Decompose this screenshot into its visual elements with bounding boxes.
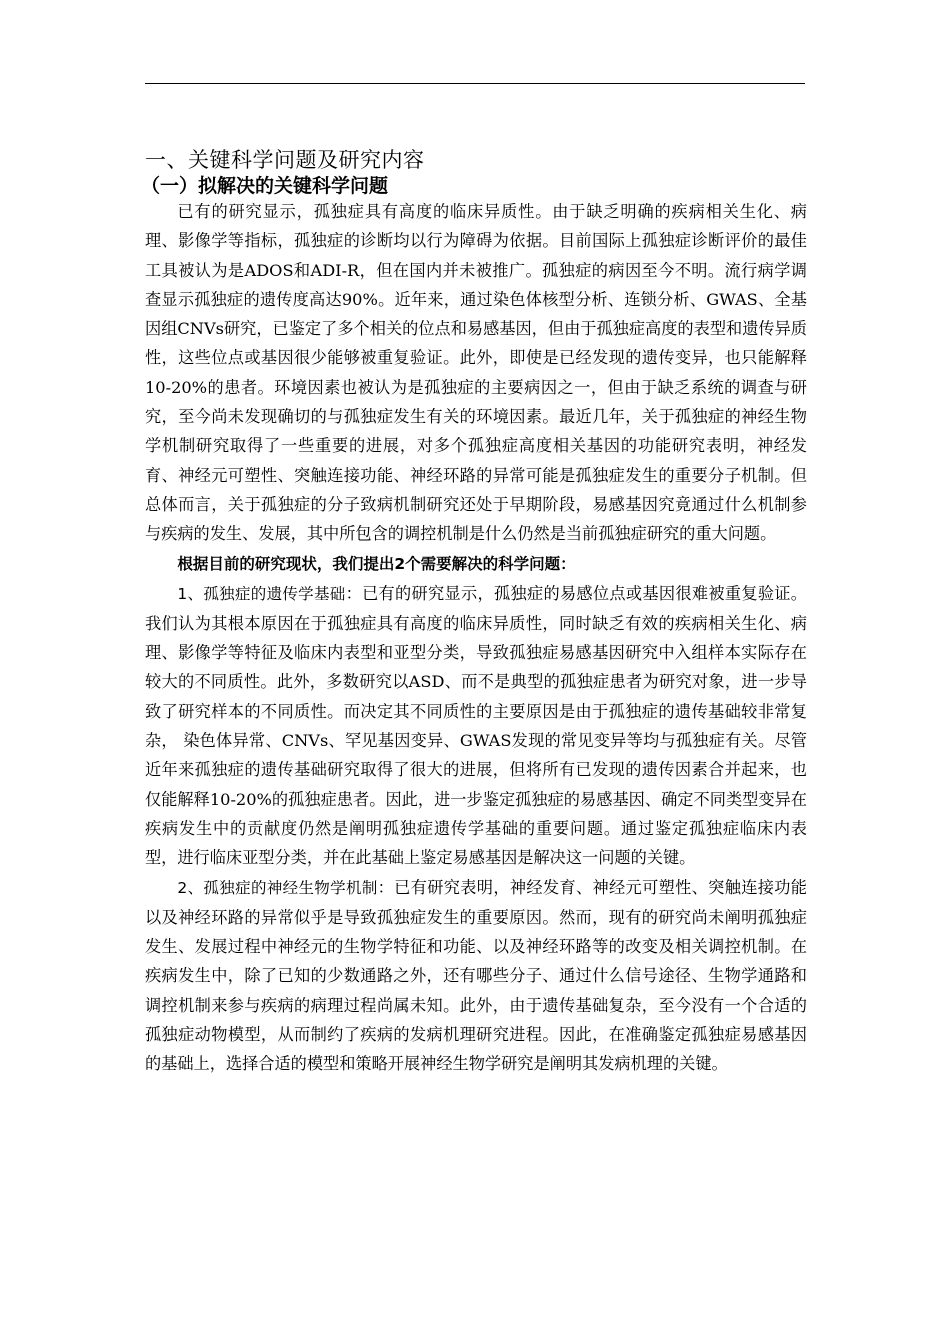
- item-2-title: 2、孤独症的神经生物学机制: [177, 878, 378, 897]
- item-2-body: ：已有研究表明，神经发育、神经元可塑性、突触连接功能以及神经环路的异常似乎是导致孤独症发生的重要原因。然而，现有的研究尚未阐明孤独症发生、发展过程中神经元的生物学特征和功能、以及神经环路等的改变及相关调控机制。在疾病发生中，除了已知的少数通路之外，还有哪些分子、通过什么信号途径、生物学通路和调控机制来参与疾病的病理过程尚属未知。此外，由于遗传基础复杂，至今没有一个合适的孤独症动物模型，从而制约了疾病的发病机理研究进程。因此，在准确鉴定孤独症易感基因的基础上，选择合适的模型和策略开展神经生物学研究是阐明其发病机理的关键。: [145, 877, 807, 1074]
- header-rule: [145, 83, 805, 84]
- lead-paragraph: [145, 549, 807, 579]
- item-1-body: ：已有的研究显示，孤独症的易感位点或基因很难被重复验证。我们认为其根本原因在于孤独症具有高度的临床异质性，同时缺乏有效的疾病相关生化、病理、影像学等特征及临床内表型和亚型分类，导致孤独症易感基因研究中入组样本实际存在较大的不同质性。此外，多数研究以ASD、而不是典型的孤独症患者为研究对象，进一步导致了研究样本的不同质性。而决定其不同质性的主要原因是由于孤独症的遗传基础较非常复杂， 染色体异常、CNVs、罕见基因变异、GWAS发现的常见变异等均与孤独症有关。尽管近年来孤独症的遗传基础研究取得了很大的进展，但将所有已发现的遗传因素合并起来，也仅能解释10-20%的孤独症患者。因此，进一步鉴定孤独症的易感基因、确定不同类型变异在疾病发生中的贡献度仍然是阐明孤独症遗传学基础的重要问题。通过鉴定孤独症临床内表型，进行临床亚型分类，并在此基础上鉴定易感基因是解决这一问题的关键。: [145, 583, 807, 868]
- intro-paragraph: 已有的研究显示，孤独症具有高度的临床异质性。由于缺乏明确的疾病相关生化、病理、影像学等指标，孤独症的诊断均以行为障碍为依据。目前国际上孤独症诊断评价的最佳工具被认为是ADOS和ADI-R，但在国内并未被推广。孤独症的病因至今不明。流行病学调查显示孤独症的遗传度高达90%。近年来，通过染色体核型分析、连锁分析、GWAS、全基因组CNVs研究，已鉴定了多个相关的位点和易感基因，但由于孤独症高度的表型和遗传异质性，这些位点或基因很少能够被重复验证。此外，即使是已经发现的遗传变异，也只能解释10-20%的患者。环境因素也被认为是孤独症的主要病因之一，但由于缺乏系统的调查与研究，至今尚未发现确切的与孤独症发生有关的环境因素。最近几年，关于孤独症的神经生物学机制研究取得了一些重要的进展，对多个孤独症高度相关基因的功能研究表明，神经发育、神经元可塑性、突触连接功能、神经环路的异常可能是孤独症发生的重要分子机制。但总体而言，关于孤独症的分子致病机制研究还处于早期阶段，易感基因究竟通过什么机制参与疾病的发生、发展，其中所包含的调控机制是什么仍然是当前孤独症研究的重大问题。: [145, 202, 807, 544]
- item-1-paragraph: [145, 579, 807, 873]
- item-2-paragraph: [145, 873, 807, 1079]
- subsection-title: （一）拟解决的关键科学问题: [141, 175, 389, 197]
- section-title: 一、关键科学问题及研究内容: [145, 148, 425, 172]
- lead-text: 根据目前的研究现状，我们提出2个需要解决的科学问题：: [177, 554, 576, 573]
- item-1-title: 1、孤独症的遗传学基础: [177, 584, 346, 603]
- document-body: [141, 145, 807, 1079]
